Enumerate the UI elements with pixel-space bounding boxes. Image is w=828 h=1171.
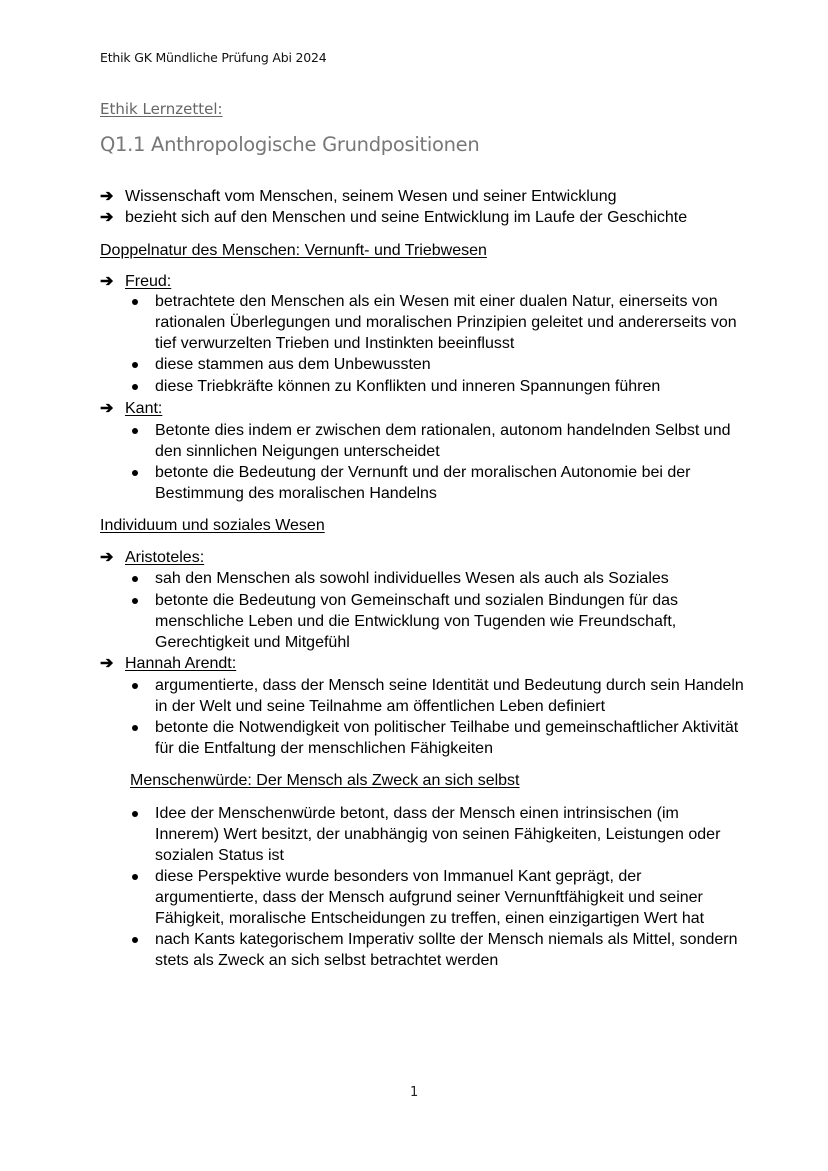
arrow-icon: ➔ (100, 209, 114, 226)
bullet-icon (132, 725, 138, 731)
bullet-icon (132, 937, 138, 943)
list-item: betonte die Notwendigkeit von politischer Teilhabe und gemeinschaftlicher Aktivität für die Entfaltung der menschlichen Fähigkeiten (155, 719, 739, 757)
thinker-name: Aristoteles: (125, 549, 205, 566)
bullet-icon (132, 362, 138, 368)
list-item: nach Kants kategorischem Imperativ sollte der Mensch niemals als Mittel, sondern stets als Zweck an sich selbst betrachtet werden (155, 931, 738, 969)
list-item: diese stammen aus dem Unbewussten (155, 356, 431, 373)
bullet-icon (132, 874, 138, 880)
list-item: diese Perspektive wurde besonders von Immanuel Kant geprägt, der argumentierte, dass der Mensch aufgrund seiner Vernunftfähigkeit und seiner Fähigkeit, moralische Entscheidungen zu treffen, einen einzigartigen Wert hat (155, 868, 705, 927)
list-item: betrachtete den Menschen als ein Wesen mit einer dualen Natur, einerseits von rationalen Überlegungen und moralischen Prinzipien geleitet und andererseits von tief verwurzelten Trieben und Instinkten beeinflusst (155, 293, 737, 352)
arrow-icon: ➔ (100, 188, 114, 205)
list-item: betonte die Bedeutung der Vernunft und der moralischen Autonomie bei der Bestimmung des moralischen Handelns (155, 464, 691, 502)
list-item: sah den Menschen als sowohl individuelles Wesen als auch als Soziales (155, 570, 669, 587)
bullet-icon (132, 811, 138, 817)
thinker-name: Hannah Arendt: (125, 655, 237, 672)
bullet-icon (132, 683, 138, 689)
bullet-icon (132, 576, 138, 582)
arrow-icon: ➔ (100, 549, 114, 566)
intro-item: Wissenschaft vom Menschen, seinem Wesen und seiner Entwicklung (125, 188, 617, 205)
bullet-icon (132, 598, 138, 604)
page-number: 1 (410, 1085, 419, 1100)
section-heading: Menschenwürde: Der Mensch als Zweck an sich selbst (130, 772, 520, 789)
list-item: Idee der Menschenwürde betont, dass der Mensch einen intrinsischen (im Innerem) Wert besitzt, der unabhängig von seinen Fähigkeiten, Leistungen oder sozialen Status ist (155, 805, 721, 864)
thinker-name: Freud: (125, 273, 172, 290)
bullet-icon (132, 384, 138, 390)
list-item: betonte die Bedeutung von Gemeinschaft und sozialen Bindungen für das menschliche Leben und die Entwicklung von Tugenden wie Freundschaft, Gerechtigkeit und Mitgefühl (155, 592, 679, 651)
section-heading: Doppelnatur des Menschen: Vernunft- und Triebwesen (100, 242, 487, 259)
arrow-icon: ➔ (100, 273, 114, 290)
bullet-icon (132, 299, 138, 305)
page-header: Ethik GK Mündliche Prüfung Abi 2024 (100, 50, 327, 65)
section-heading: Individuum und soziales Wesen (100, 517, 325, 534)
arrow-icon: ➔ (100, 655, 114, 672)
list-item: Betonte dies indem er zwischen dem rationalen, autonom handelnden Selbst und den sinnlichen Neigungen unterscheidet (155, 422, 731, 460)
list-item: diese Triebkräfte können zu Konflikten und inneren Spannungen führen (155, 378, 661, 395)
intro-item: bezieht sich auf den Menschen und seine Entwicklung im Laufe der Geschichte (125, 209, 688, 226)
doc-label: Ethik Lernzettel: (100, 100, 223, 118)
bullet-icon (132, 428, 138, 434)
bullet-icon (132, 470, 138, 476)
list-item: argumentierte, dass der Mensch seine Identität und Bedeutung durch sein Handeln in der Welt und seine Teilnahme am öffentlichen Leben definiert (155, 677, 744, 715)
doc-title: Q1.1 Anthropologische Grundpositionen (100, 133, 480, 156)
thinker-name: Kant: (125, 400, 163, 417)
arrow-icon: ➔ (100, 400, 114, 417)
